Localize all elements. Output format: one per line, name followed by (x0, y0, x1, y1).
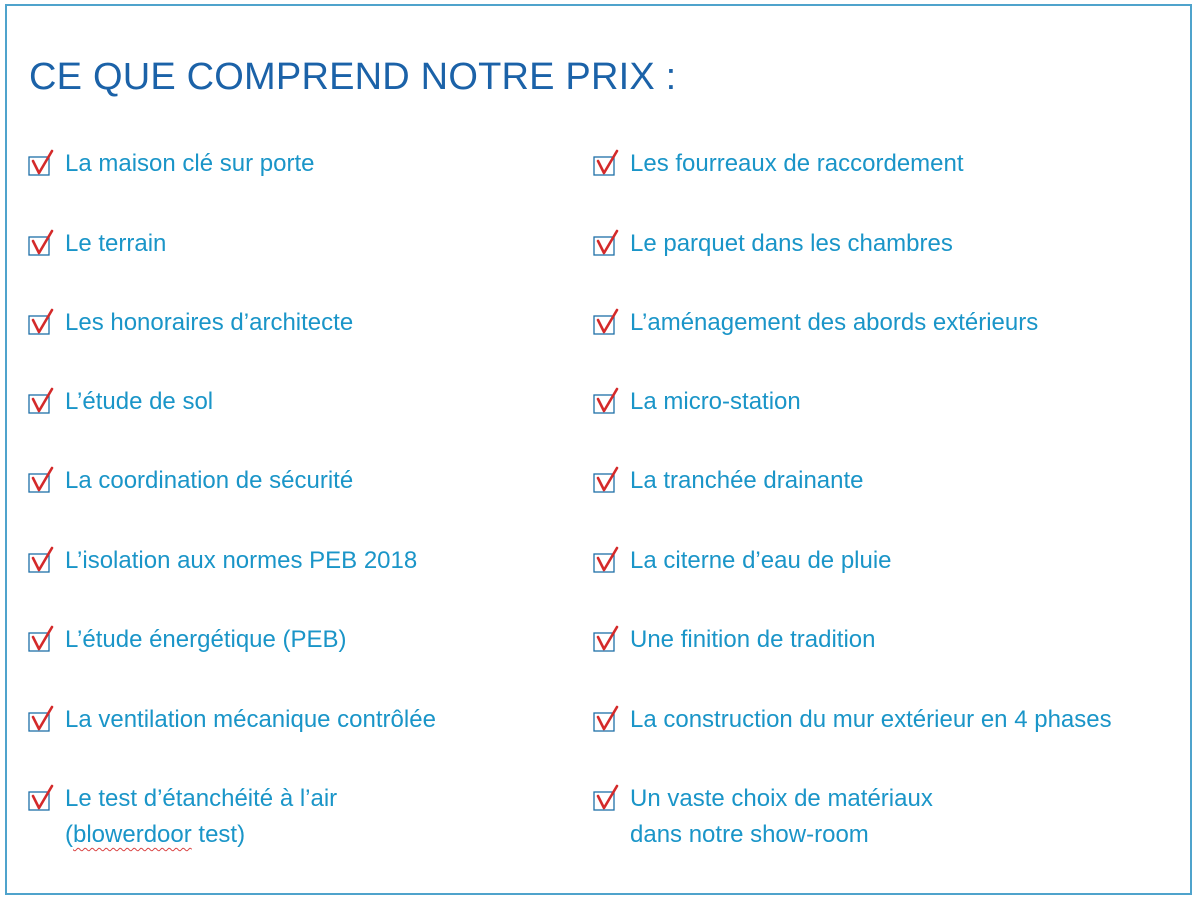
list-item-label: La construction du mur extérieur en 4 phases (630, 706, 1112, 733)
list-item-label: L’étude énergétique (PEB) (65, 626, 347, 653)
page-title: CE QUE COMPREND NOTRE PRIX : (29, 56, 677, 98)
check-box-icon (27, 625, 57, 655)
list-item-label: Le parquet dans les chambres (630, 230, 953, 257)
list-item-label: La micro-station (630, 388, 801, 415)
check-box-icon (592, 229, 622, 259)
check-box-icon (27, 546, 57, 576)
check-box-icon (27, 466, 57, 496)
paren-open: ( (65, 821, 73, 848)
check-box-icon (27, 149, 57, 179)
check-box-icon (592, 387, 622, 417)
check-box-icon (27, 308, 57, 338)
spellcheck-word: blowerdoor (73, 821, 192, 848)
list-item-label-line2 (65, 817, 245, 853)
check-box-icon (592, 705, 622, 735)
list-item-label: Un vaste choix de matériaux (630, 785, 933, 812)
check-box-icon (592, 546, 622, 576)
list-item-label: L’aménagement des abords extérieurs (630, 309, 1039, 336)
check-box-icon (27, 705, 57, 735)
check-box-icon (592, 308, 622, 338)
list-item-label: La ventilation mécanique contrôlée (65, 706, 436, 733)
list-item-label: La coordination de sécurité (65, 467, 354, 494)
check-box-icon (592, 466, 622, 496)
list-item-label: L’isolation aux normes PEB 2018 (65, 547, 418, 574)
list-item-label: Les honoraires d’architecte (65, 309, 354, 336)
list-item-label: L’étude de sol (65, 388, 214, 415)
check-box-icon (592, 149, 622, 179)
check-box-icon (27, 784, 57, 814)
list-item-label: Une finition de tradition (630, 626, 876, 653)
list-item-label: Les fourreaux de raccordement (630, 150, 964, 177)
list-item-label: Le terrain (65, 230, 167, 257)
check-box-icon (592, 784, 622, 814)
label-suffix: test) (191, 821, 246, 848)
list-item-label: Le test d’étanchéité à l’air (65, 785, 338, 812)
check-box-icon (27, 229, 57, 259)
list-item-label-line2: dans notre show-room (630, 821, 869, 848)
list-item-label: La tranchée drainante (630, 467, 864, 494)
check-box-icon (592, 625, 622, 655)
slide-frame (5, 4, 1192, 895)
check-box-icon (27, 387, 57, 417)
list-item-label: La citerne d’eau de pluie (630, 547, 892, 574)
list-item-label: La maison clé sur porte (65, 150, 315, 177)
